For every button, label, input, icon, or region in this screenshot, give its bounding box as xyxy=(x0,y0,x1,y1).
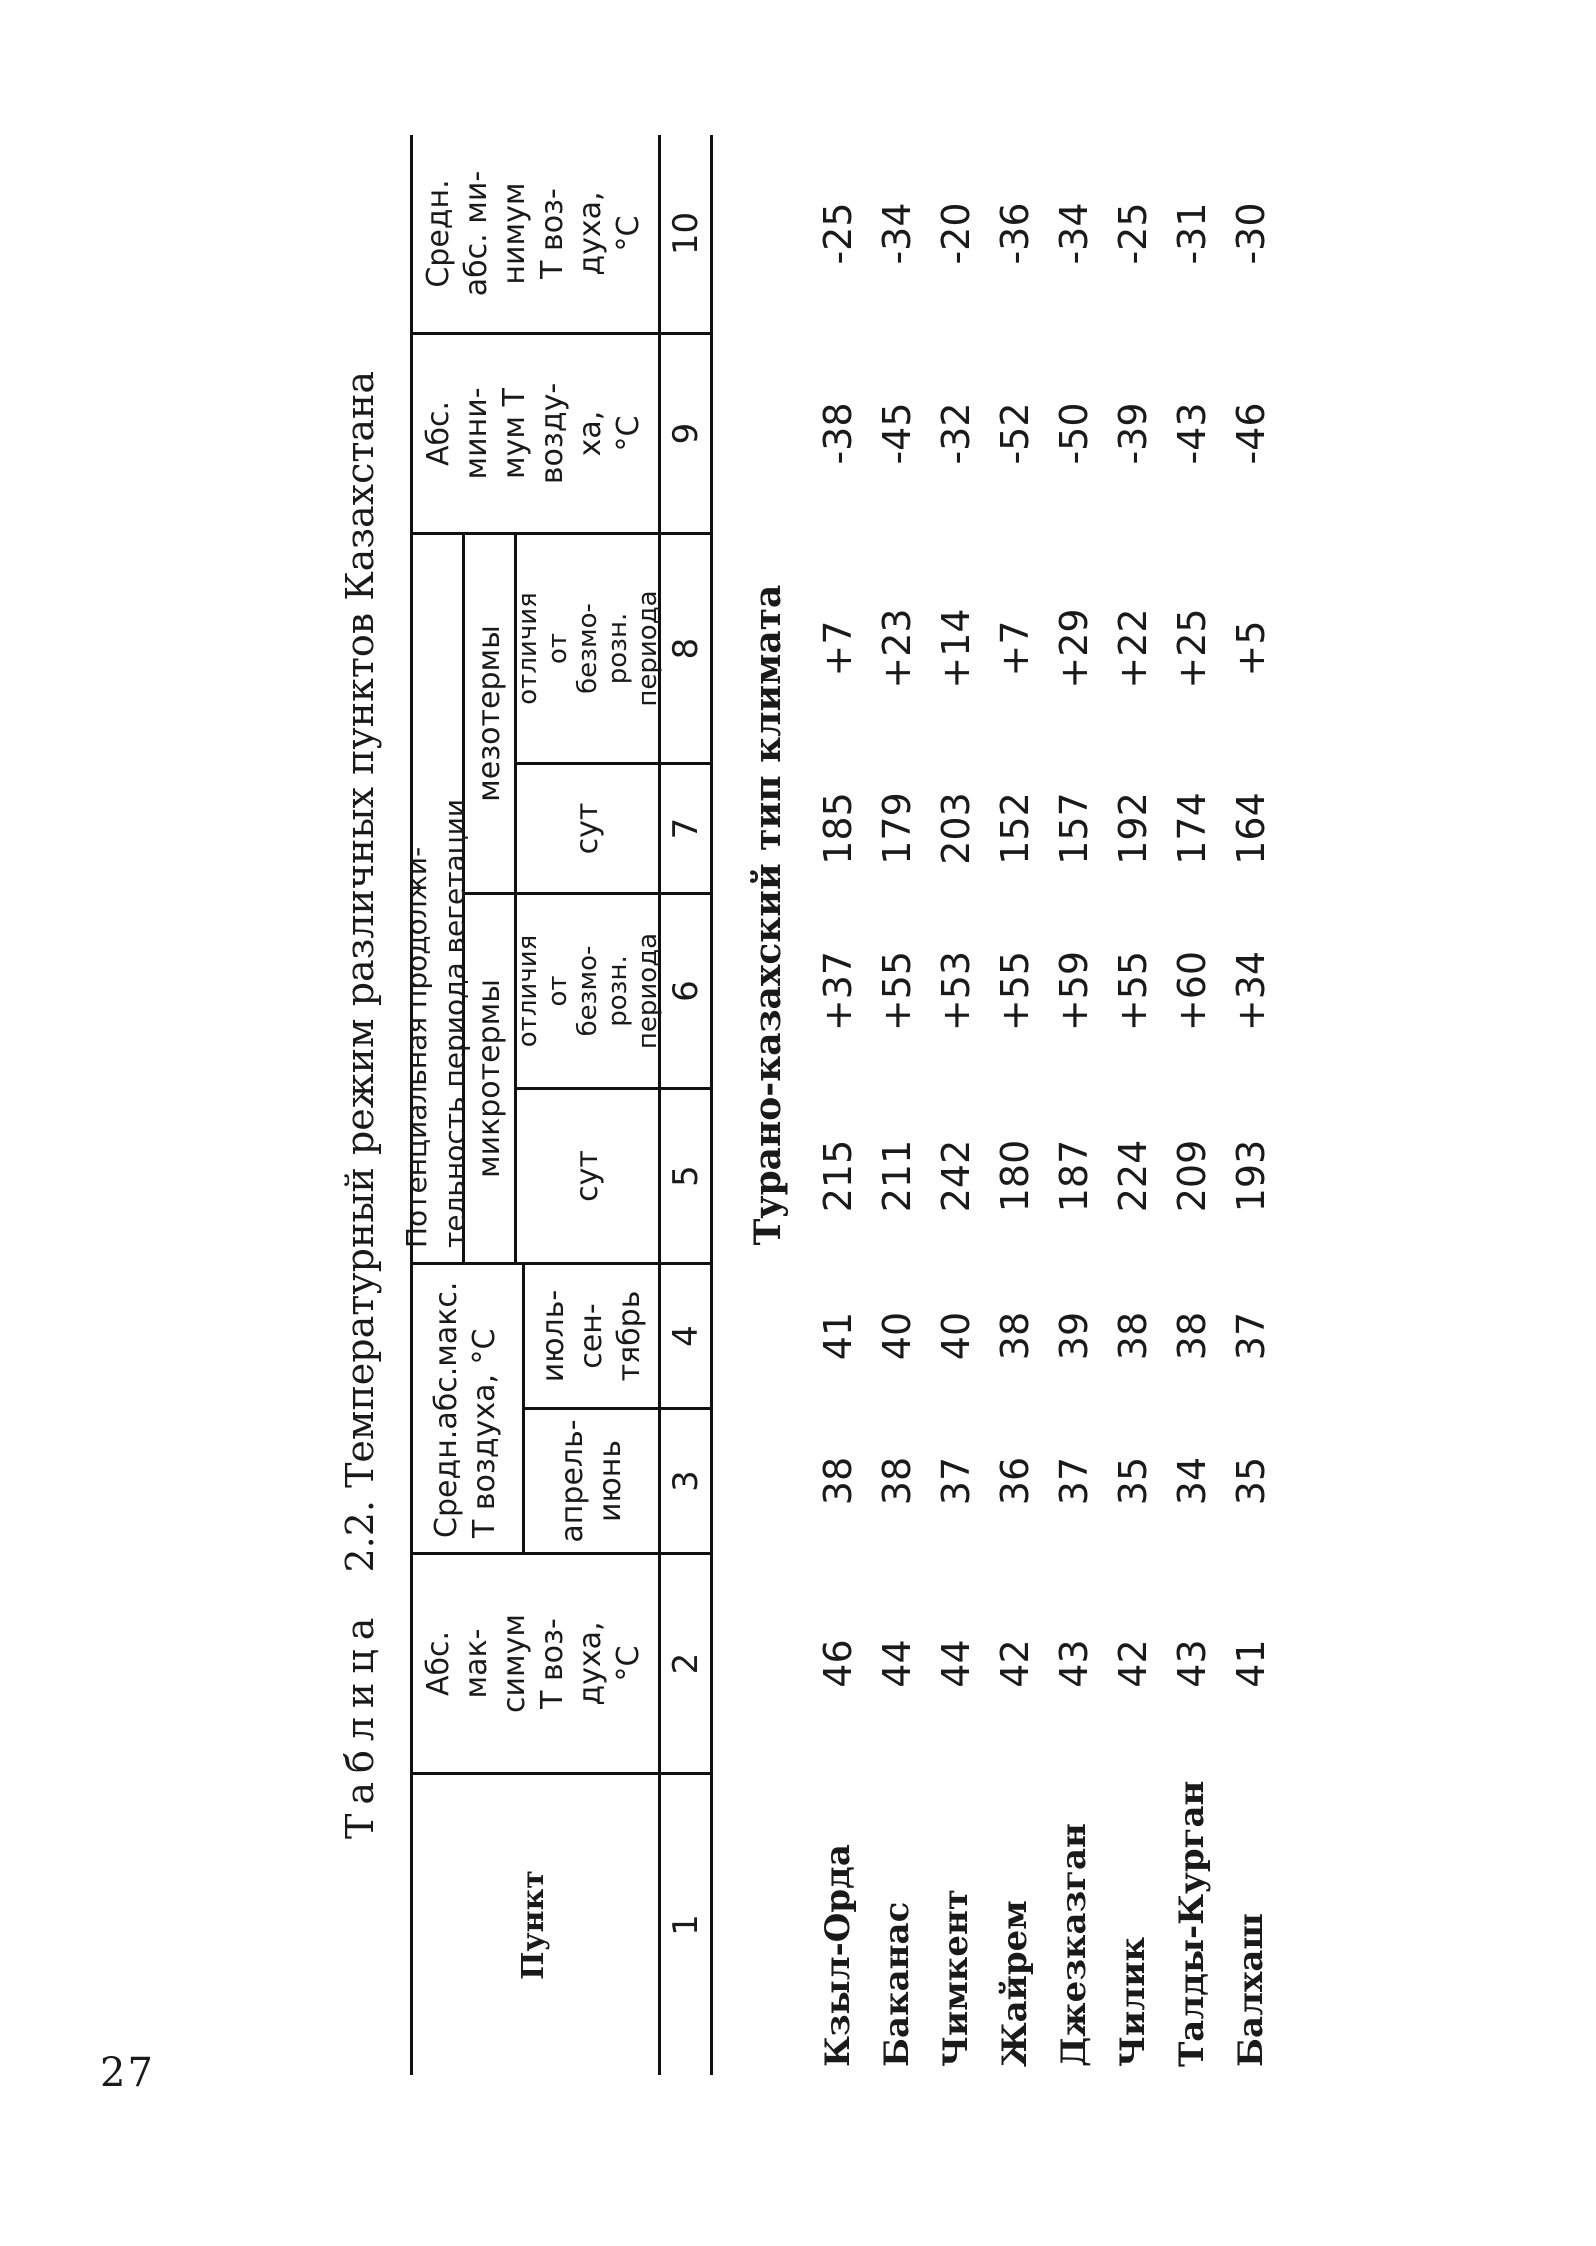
cell-abs-min: -52 xyxy=(993,402,1037,465)
cell-apr-jun: 35 xyxy=(1111,1456,1155,1506)
station-name: Чилик xyxy=(1113,1936,1153,2067)
cell-avg-abs-min: -20 xyxy=(934,202,978,265)
header-avg-abs-max: Средн.абс.макс. Т воздуха, °С xyxy=(429,1281,502,1538)
cell-meso-diff: +29 xyxy=(1052,608,1096,689)
header-april-june: апрель- июнь xyxy=(554,1419,628,1543)
header-punkt: Пункт xyxy=(516,1870,551,1980)
cell-meso-diff: +25 xyxy=(1170,608,1214,689)
column-number: 4 xyxy=(665,1325,706,1347)
station-name: Джезказган xyxy=(1054,1823,1094,2067)
cell-abs-max: 43 xyxy=(1170,1639,1214,1688)
cell-avg-abs-min: -34 xyxy=(1052,202,1096,265)
rule-colnum-bottom xyxy=(710,135,713,2075)
cell-abs-max: 44 xyxy=(934,1639,978,1688)
cell-avg-abs-min: -34 xyxy=(875,202,919,265)
cell-meso-diff: +7 xyxy=(993,620,1037,677)
table-row xyxy=(810,135,866,2075)
cell-micro-diff: +55 xyxy=(1111,950,1155,1032)
cell-abs-max: 41 xyxy=(1229,1639,1273,1688)
cell-jul-sep: 38 xyxy=(993,1311,1037,1361)
cell-jul-sep: 41 xyxy=(816,1311,860,1361)
cell-avg-abs-min: -25 xyxy=(816,202,860,265)
cell-jul-sep: 37 xyxy=(1229,1311,1273,1361)
header-avg-abs-min: Средн. абс. ми- нимум Т воз- духа, °С xyxy=(421,170,646,297)
cell-micro-diff: +37 xyxy=(816,950,860,1032)
cell-meso-diff: +7 xyxy=(816,620,860,677)
cell-apr-jun: 38 xyxy=(816,1456,860,1506)
cell-jul-sep: 38 xyxy=(1170,1311,1214,1361)
section-heading: Турано-казахский тип климата xyxy=(747,584,789,1246)
station-name: Чимкент xyxy=(936,1889,976,2067)
column-number: 6 xyxy=(665,980,706,1002)
cell-jul-sep: 39 xyxy=(1052,1311,1096,1361)
cell-micro-days: 242 xyxy=(934,1139,978,1213)
station-name: Жайрем xyxy=(995,1900,1035,2067)
temperature-table xyxy=(400,135,1273,2075)
cell-meso-diff: +22 xyxy=(1111,608,1155,689)
cell-meso-days: 164 xyxy=(1229,792,1273,865)
cell-abs-min: -46 xyxy=(1229,402,1273,465)
cell-meso-diff: +5 xyxy=(1229,620,1273,677)
cell-abs-min: -39 xyxy=(1111,402,1155,465)
cell-micro-days: 224 xyxy=(1111,1139,1155,1213)
column-number: 2 xyxy=(665,1652,706,1675)
cell-abs-max: 42 xyxy=(993,1639,1037,1688)
cell-abs-max: 44 xyxy=(875,1639,919,1688)
header-abs-max: Абс. мак- симум Т воз- духа, °С xyxy=(421,1614,646,1714)
cell-abs-max: 42 xyxy=(1111,1639,1155,1688)
header-microtherms: микротермы xyxy=(471,979,507,1178)
cell-micro-diff: +55 xyxy=(875,950,919,1032)
cell-micro-diff: +59 xyxy=(1052,950,1096,1032)
cell-meso-days: 203 xyxy=(934,792,978,865)
table-row xyxy=(1105,135,1161,2075)
cell-apr-jun: 36 xyxy=(993,1456,1037,1506)
page-number: 27 xyxy=(100,2050,155,2096)
cell-meso-days: 174 xyxy=(1170,792,1214,865)
cell-apr-jun: 38 xyxy=(875,1456,919,1506)
cell-abs-min: -43 xyxy=(1170,402,1214,465)
cell-micro-diff: +34 xyxy=(1229,950,1273,1032)
table-row xyxy=(928,135,984,2075)
cell-micro-days: 187 xyxy=(1052,1139,1096,1213)
header-meso-days: сут xyxy=(569,802,605,855)
table-row xyxy=(869,135,925,2075)
header-mesotherms: мезотермы xyxy=(471,625,507,802)
cell-jul-sep: 40 xyxy=(875,1311,919,1361)
cell-micro-diff: +60 xyxy=(1170,950,1214,1032)
cell-abs-min: -32 xyxy=(934,402,978,465)
header-july-sept: июль- сен- тябрь xyxy=(535,1289,647,1383)
table-row xyxy=(1223,135,1279,2075)
cell-meso-diff: +23 xyxy=(875,608,919,689)
cell-apr-jun: 35 xyxy=(1229,1456,1273,1506)
column-number: 3 xyxy=(665,1470,706,1492)
table-row xyxy=(987,135,1043,2075)
table-row xyxy=(1164,135,1220,2075)
cell-abs-max: 46 xyxy=(816,1639,860,1688)
column-number: 5 xyxy=(665,1165,706,1187)
cell-abs-max: 43 xyxy=(1052,1639,1096,1688)
table-caption-label: Таблица xyxy=(338,1608,382,1840)
cell-apr-jun: 37 xyxy=(1052,1456,1096,1506)
column-number: 7 xyxy=(665,817,706,840)
station-name: Балхаш xyxy=(1231,1913,1271,2067)
cell-micro-days: 209 xyxy=(1170,1139,1214,1213)
cell-meso-days: 185 xyxy=(816,792,860,865)
column-number: 9 xyxy=(665,422,706,445)
cell-micro-days: 211 xyxy=(875,1139,919,1213)
column-number: 10 xyxy=(665,211,706,256)
station-name: Талды-Курган xyxy=(1172,1780,1212,2067)
cell-avg-abs-min: -31 xyxy=(1170,202,1214,265)
cell-avg-abs-min: -25 xyxy=(1111,202,1155,265)
station-name: Баканас xyxy=(877,1901,917,2067)
header-meso-diff: отличия от безмо- розн. периода xyxy=(512,590,663,707)
header-micro-diff: отличия от безмо- розн. периода xyxy=(512,932,663,1050)
header-vegetation-period: Потенциальная продолжи- тельность периода вегетации xyxy=(400,798,471,1248)
table-caption xyxy=(330,135,390,2075)
header-abs-min: Абс. мини- мум Т возду- ха, °С xyxy=(421,382,646,485)
cell-meso-days: 157 xyxy=(1052,792,1096,865)
cell-jul-sep: 40 xyxy=(934,1311,978,1361)
cell-meso-days: 179 xyxy=(875,792,919,865)
cell-micro-days: 180 xyxy=(993,1139,1037,1213)
cell-avg-abs-min: -36 xyxy=(993,202,1037,265)
cell-apr-jun: 37 xyxy=(934,1456,978,1506)
cell-avg-abs-min: -30 xyxy=(1229,202,1273,265)
cell-abs-min: -38 xyxy=(816,402,860,465)
cell-jul-sep: 38 xyxy=(1111,1311,1155,1361)
table-caption-text: 2.2. Температурный режим различных пунктов Казахстана xyxy=(338,370,382,1573)
cell-abs-min: -50 xyxy=(1052,402,1096,465)
cell-micro-diff: +53 xyxy=(934,950,978,1032)
column-number: 1 xyxy=(665,1914,706,1936)
cell-micro-days: 215 xyxy=(816,1139,860,1213)
cell-meso-days: 152 xyxy=(993,792,1037,865)
cell-meso-diff: +14 xyxy=(934,608,978,689)
cell-micro-days: 193 xyxy=(1229,1139,1273,1213)
station-name: Кзыл-Орда xyxy=(818,1844,858,2067)
cell-meso-days: 192 xyxy=(1111,792,1155,865)
column-number: 8 xyxy=(665,637,706,660)
rotated-table-frame xyxy=(330,135,1273,2075)
cell-micro-diff: +55 xyxy=(993,950,1037,1032)
cell-apr-jun: 34 xyxy=(1170,1456,1214,1506)
header-micro-days: сут xyxy=(569,1150,605,1202)
cell-abs-min: -45 xyxy=(875,402,919,465)
table-row xyxy=(1046,135,1102,2075)
